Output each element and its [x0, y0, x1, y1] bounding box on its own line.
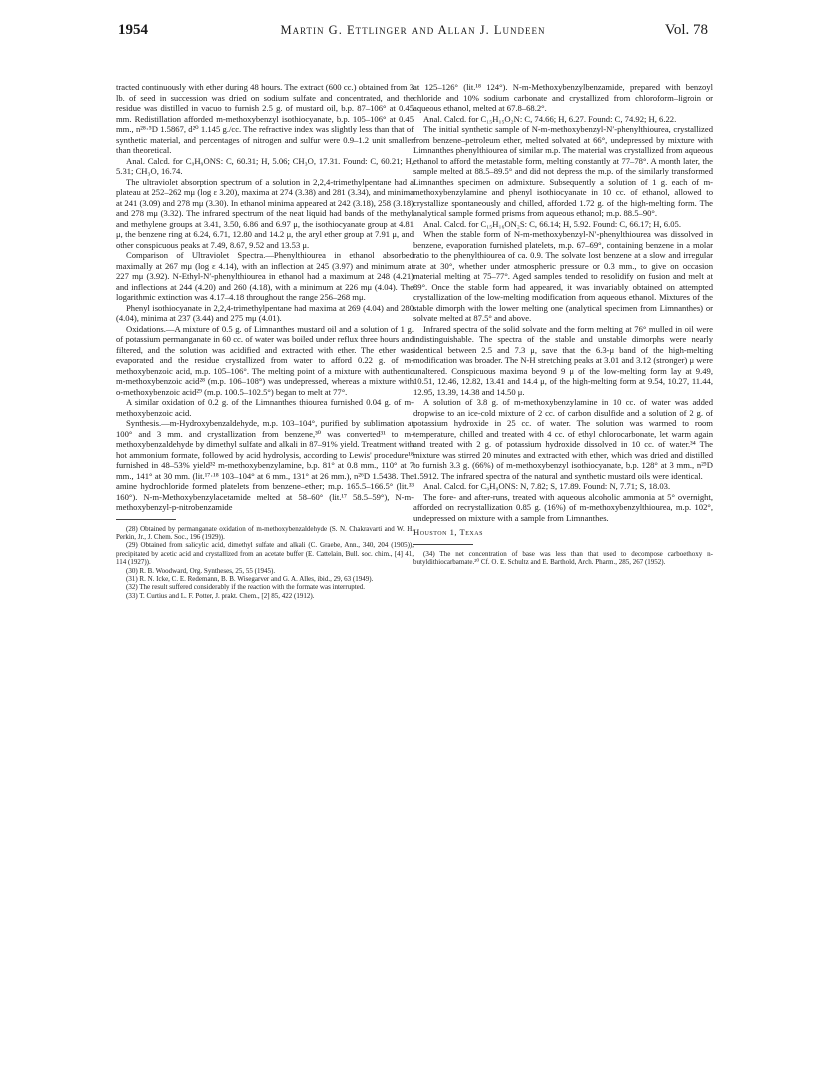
- left-column: [116, 82, 414, 600]
- footnote-divider: [413, 544, 473, 545]
- footnote: (31) R. N. Icke, C. E. Redemann, B. B. Wisegarver and G. A. Alles, ibid., 29, 63 (1949).: [126, 574, 374, 583]
- page-header: [118, 22, 708, 42]
- footnote: (29) Obtained from salicylic acid, dimethyl sulfate and alkali (C. Graebe, Ann., 340, 204 (1905)), precipitated by acetic acid and crystallized from an acetate buffer (E. Cattelain, Bull. soc. chim., [4] 41, 114 (1927)).: [116, 541, 414, 567]
- author-location: Houston 1, Texas: [413, 527, 483, 537]
- body-paragraph: Oxidations.—A mixture of 0.5 g. of Limnanthes mustard oil and a solution of 1 g. of potassium permanganate in 60 cc. of water was boiled under reflux three hours and filtered, and the solution was acidified and extracted with ether. The ether was evaporated and the residue crystallized from water to afford 0.22 g. of m-methoxybenzoic acid, m.p. 105–106°. The melting point of a mixture with authentic m-methoxybenzoic acid²⁸ (m.p. 106–108°) was undepressed, whereas a mixture with o-methoxybenzoic acid²⁹ (m.p. 100.5–102.5°) began to melt at 77°.: [116, 323, 414, 397]
- footnote: (30) R. B. Woodward, Org. Syntheses, 25, 55 (1945).: [126, 566, 276, 575]
- body-paragraph: tracted continuously with ether during 48 hours. The extract (600 cc.) obtained from 3 lb. of seed in succession was dried on sodium sulfate and concentrated, and the residue was distilled in vacuo to furnish 2.5 g. of mustard oil, b.p. 87–106° at 0.45 mm. Redistillation afforded m-methoxybenzyl isothiocyanate, b.p. 105–106° at 0.45 mm., n²⁸·⁵D 1.5867, d²⁰ 1.145 g./cc. The refractive index was slightly less than that of synthetic material, and percentages of nitrogen and sulfur were 0.9–1.2 unit smaller than theoretical.: [116, 82, 414, 155]
- body-paragraph: Anal. Calcd. for C₁₅H₁₅O₂N: C, 74.66; H, 6.27. Found: C, 74.92; H, 6.22.: [423, 113, 677, 124]
- body-paragraph: Infrared spectra of the solid solvate and the form melting at 76° mulled in oil were indistinguishable. The spectra of the stable and unstable dimorphs were nearly identical between 2.5 and 7.3 μ, save that the 6.3-μ band of the high-melting modification was broader. The N-H stretching peaks at 3.01 and 3.12 (stronger) μ were unaltered. Conspicuous maxima beyond 9 μ of the low-melting form lay at 9.49, 10.51, 12.46, 12.82, 13.41 and 14.4 μ, of the high-melting form at 9.54, 10.27, 11.44, 12.95, 13.39, 14.38 and 14.50 μ.: [413, 323, 713, 397]
- footnote: (32) The result suffered considerably if the reaction with the formate was interrupted.: [126, 583, 366, 592]
- body-paragraph: When the stable form of N-m-methoxybenzyl-N′-phenylthiourea was dissolved in benzene, evaporation furnished platelets, m.p. 67–69°, containing benzene in a molar ratio to the phenylthiourea of ca. 0.9. The solvate lost benzene at a slow and irregular rate at 30°, whether under atmospheric pressure or 0.3 mm., to give on occasion material melting at 75–77°. Aged samples tended to resolidify on fusion and melt at 89°. Once the stable form had appeared, it was invariably obtained on attempted crystallization of the low-melting modification from aqueous ethanol. Mixtures of the stable dimorph with the lower melting one (analytical specimen from Limnanthes) or solvate melted at 87.5° and above.: [413, 229, 713, 323]
- body-paragraph: Synthesis.—m-Hydroxybenzaldehyde, m.p. 103–104°, purified by sublimation at 100° and 3 mm. and crystallization from benzene,³⁰ was converted³¹ to m-methoxybenzaldehyde by dimethyl sulfate and alkali in 87–91% yield. Treatment with hot ammonium formate, followed by acid hydrolysis, according to Lewis' procedure¹⁸ furnished in 48–53% yield³² m-methoxybenzylamine, b.p. 81° at 0.8 mm., 110° at 7 mm., 141° at 30 mm. (lit.¹⁷·¹⁸ 103–104° at 6 mm., 131° at 26 mm.), n²⁶D 1.5438. The amine hydrochloride formed platelets from benzene–ether; m.p. 165.5–166.5° (lit.³³ 160°). N-m-Methoxybenzylacetamide melted at 58–60° (lit.¹⁷ 58.5–59°), N-m-methoxybenzyl-p-nitrobenzamide: [116, 418, 414, 512]
- body-paragraph: Anal. Calcd. for C₉H₉ONS: N, 7.82; S, 17.89. Found: N, 7.71; S, 18.03.: [423, 481, 671, 491]
- body-paragraph: at 125–126° (lit.¹⁸ 124°). N-m-Methoxybenzylbenzamide, prepared with benzoyl chloride and 10% sodium carbonate and crystallized from chloroform–ligroin or aqueous ethanol, melted at 67.8–68.2°.: [413, 82, 713, 113]
- running-title: Martin G. Ettlinger and Allan J. Lundeen: [280, 23, 546, 37]
- body-paragraph: Anal. Calcd. for C₁₅H₁₆ON₂S: C, 66.14; H, 5.92. Found: C, 66.17; H, 6.05.: [423, 218, 681, 229]
- body-paragraph: Comparison of Ultraviolet Spectra.—Phenylthiourea in ethanol absorbed maximally at 267 mμ (log ε 4.14), with an inflection at 245 (3.97) and minimum at 227 mμ (3.92). N-Ethyl-N′-phenylthiourea in ethanol had a maximum at 248 (4.21) and inflections at 244 (4.20) and 260 (4.18), with a minimum at 226 mμ (4.04). The logarithmic extinction was 4.17–4.18 throughout the range 256–268 mμ.: [116, 250, 414, 302]
- body-paragraph: Phenyl isothiocyanate in 2,2,4-trimethylpentane had maxima at 269 (4.04) and 280 (4.04), minima at 237 (3.44) and 275 mμ (4.01).: [116, 302, 414, 323]
- volume-label: Vol. 78: [664, 22, 708, 38]
- body-paragraph: The initial synthetic sample of N-m-methoxybenzyl-N′-phenylthiourea, crystallized from benzene–petroleum ether, melted solvated at 66°, undepressed by mixture with Limnanthes phenylthiourea of similar m.p. The material was crystallized from aqueous ethanol to afford the metastable form, melting constantly at 77–78°. A month later, the sample melted at 88.5–89.5° and did not depress the m.p. of the similarly transformed Limnanthes specimen on admixture. Subsequently a solution of 1 g. each of m-methoxybenzylamine and phenyl isothiocyanate in 10 cc. of ethanol, allowed to crystallize spontaneously and chilled, afforded 1.72 g. of the high-melting form. The analytical sample formed prisms from aqueous ethanol; m.p. 88.5–90°.: [413, 124, 713, 218]
- body-paragraph: The ultraviolet absorption spectrum of a solution in 2,2,4-trimethylpentane had a plateau at 252–262 mμ (log ε 3.20), maxima at 274 (3.38) and 281 (3.34), and minima at 241 (3.09) and 278 mμ (3.30). In ethanol minima appeared at 242 (3.18), 258 (3.18) and 278 mμ (3.32). The infrared spectrum of the neat liquid had bands of the methyl and methylene groups at 3.41, 3.50, 6.86 and 6.97 μ, the isothiocyanate group at 4.81 μ, the benzene ring at 6.24, 6.71, 12.80 and 14.2 μ, the aryl ether group at 7.91 μ, and other conspicuous peaks at 7.49, 8.67, 9.52 and 13.53 μ.: [116, 176, 414, 250]
- footnote: (33) T. Curtius and L. F. Potter, J. prakt. Chem., [2] 85, 422 (1912).: [126, 591, 315, 600]
- body-paragraph: A similar oxidation of 0.2 g. of the Limnanthes thiourea furnished 0.04 g. of m-methoxybenzoic acid.: [116, 397, 414, 418]
- footnote: (34) The net concentration of base was less than that used to decompose carboethoxy n-butyldithiocarbamate.²⁰ Cf. O. E. Schultz and E. Barthold, Arch. Pharm., 285, 267 (1952).: [413, 549, 713, 566]
- page-number: 1954: [118, 22, 148, 38]
- body-paragraph: A solution of 3.8 g. of m-methoxybenzylamine in 10 cc. of water was added dropwise to an ice-cold mixture of 2 cc. of carbon disulfide and a solution of 2 g. of potassium hydroxide in 25 cc. of water. The solution was warmed to room temperature, chilled and treated with 4 cc. of ethyl chlorocarbonate, let warm again and treated with 2 g. of potassium hydroxide dissolved in 10 cc. of water.³⁴ The mixture was stirred 20 minutes and extracted with ether, which was dried and distilled to furnish 3.3 g. (66%) of m-methoxybenzyl isothiocyanate, b.p. 128° at 3 mm., n²⁵D 1.5912. The infrared spectra of the natural and synthetic mustard oils were identical.: [413, 397, 713, 481]
- body-paragraph: Anal. Calcd. for C₉H₉ONS: C, 60.31; H, 5.06; CH₃O, 17.31. Found: C, 60.21; H, 5.31; CH₃O, 16.74.: [116, 155, 414, 176]
- right-column: [413, 82, 713, 566]
- body-paragraph: The fore- and after-runs, treated with aqueous alcoholic ammonia at 5° overnight, afforded on recrystallization 0.85 g. (16%) of m-methoxybenzylthiourea, m.p. 102°, undepressed on mixture with a sample from Limnanthes.: [413, 491, 713, 523]
- footnote: (28) Obtained by permanganate oxidation of m-methoxybenzaldehyde (S. N. Chakravarti and W. H. Perkin, Jr., J. Chem. Soc., 196 (1929)).: [116, 524, 414, 541]
- footnote-divider: [116, 519, 176, 520]
